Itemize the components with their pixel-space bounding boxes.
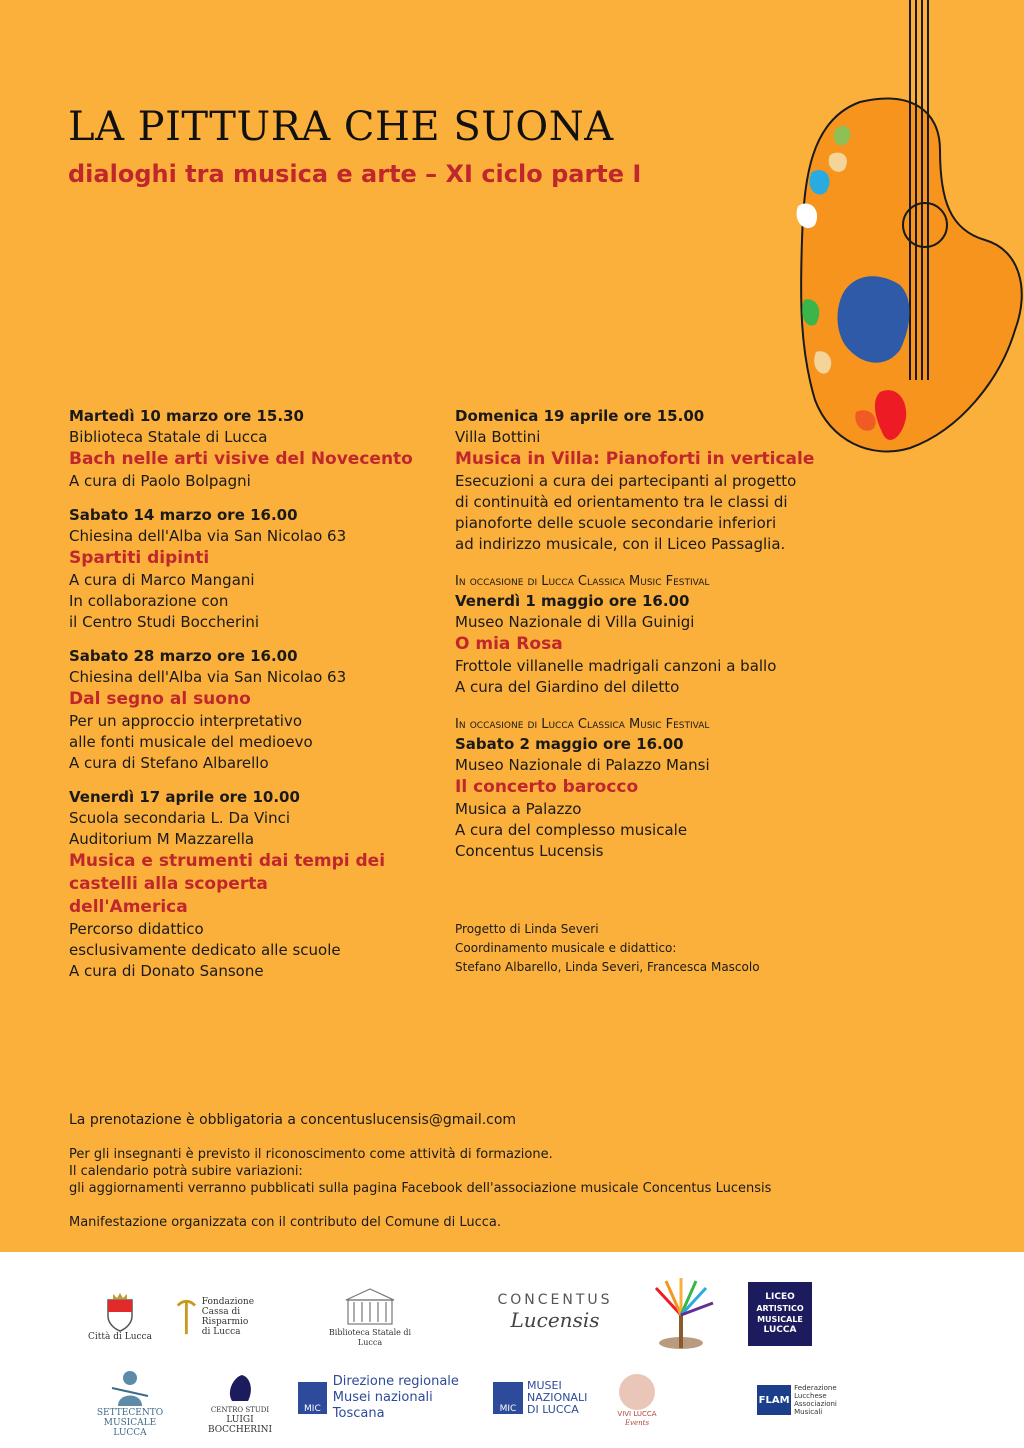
logo-text: Città di Lucca: [88, 1332, 152, 1342]
event-detail: A cura del complesso musicale: [455, 821, 688, 839]
events-right-column: [455, 406, 825, 875]
event-detail: il Centro Studi Boccherini: [69, 613, 260, 631]
event-detail: Frottole villanelle madrigali canzoni a ballo: [455, 657, 777, 675]
event-title: Bach nelle arti visive del Novecento: [69, 449, 413, 469]
sponsor-logos: [0, 1252, 1024, 1448]
tree-logo: [638, 1270, 724, 1356]
event-date: Sabato 28 marzo ore 16.00: [69, 647, 298, 665]
event-title: Dal segno al suono: [69, 689, 251, 709]
violinist-icon: [108, 1368, 152, 1408]
logo-text: LUCCA: [763, 1325, 797, 1335]
event-detail: Per un approccio interpretativo: [69, 712, 303, 730]
logo-text: Fondazione: [201, 1297, 255, 1307]
logo-text: Lucensis: [510, 1308, 600, 1332]
event-item: [455, 573, 825, 698]
logo-text: VIVI LUCCA: [617, 1410, 657, 1418]
event-item: [455, 406, 825, 555]
event-place: Chiesina dell'Alba via San Nicolao 63: [69, 527, 347, 545]
centro-studi-logo: [200, 1364, 280, 1442]
event-detail: A cura di Donato Sansone: [69, 962, 264, 980]
event-item: [69, 787, 439, 982]
logo-text: LUIGI: [226, 1415, 254, 1425]
event-title: Musica in Villa: Pianoforti in verticale: [455, 449, 815, 469]
event-place: Museo Nazionale di Villa Guinigi: [455, 613, 695, 631]
concentus-logo: [495, 1282, 615, 1342]
updates-note: gli aggiornamenti verranno pubblicati sulla pagina Facebook dell'associazione musicale Concentus Lucensis: [69, 1181, 772, 1196]
logo-text: Direzione regionale: [332, 1374, 459, 1389]
footer-notes: [69, 1112, 969, 1231]
booking-note: La prenotazione è obbligatoria a concentuslucensis@gmail.com: [69, 1112, 517, 1128]
event-title: Il concerto barocco: [455, 777, 639, 797]
logo-text: FLAM: [757, 1385, 791, 1415]
crest-icon: [105, 1292, 135, 1332]
logo-text: Musei nazionali Toscana: [332, 1390, 433, 1421]
event-date: Domenica 19 aprile ore 15.00: [455, 407, 705, 425]
event-date: Venerdì 1 maggio ore 16.00: [455, 592, 690, 610]
logo-text: Cassa di Risparmio: [201, 1307, 249, 1327]
event-item: [69, 505, 439, 633]
logo-text: LUCCA: [113, 1428, 147, 1438]
cross-icon: [175, 1295, 198, 1339]
event-item: [69, 646, 439, 774]
colorful-tree-icon: [641, 1273, 721, 1353]
event-place: Chiesina dell'Alba via San Nicolao 63: [69, 668, 347, 686]
logo-text: di Lucca: [201, 1327, 241, 1337]
vivilucca-logo: [612, 1366, 662, 1436]
logo-text: Lucchese: [794, 1392, 827, 1400]
logo-text: CENTRO STUDI: [210, 1406, 270, 1414]
logo-text: NAZIONALI: [527, 1391, 588, 1404]
event-detail: alle fonti musicale del medioevo: [69, 733, 313, 751]
fondazione-logo: [175, 1282, 285, 1352]
logo-text: Events: [624, 1419, 650, 1427]
credit-line: Coordinamento musicale e didattico:: [455, 941, 677, 955]
logo-text: Musicali: [794, 1408, 823, 1416]
logo-text: SETTECENTO: [96, 1408, 164, 1418]
logo-text: CONCENTUS: [497, 1292, 613, 1308]
event-place: Biblioteca Statale di Lucca: [69, 428, 268, 446]
event-date: Sabato 14 marzo ore 16.00: [69, 506, 298, 524]
event-detail: esclusivamente dedicato alle scuole: [69, 941, 341, 959]
event-place: Auditorium M Mazzarella: [69, 830, 255, 848]
event-place: Villa Bottini: [455, 428, 541, 446]
event-detail: A cura di Paolo Bolpagni: [69, 472, 251, 490]
event-detail: Musica a Palazzo: [455, 800, 582, 818]
event-title: O mia Rosa: [455, 634, 563, 654]
biblioteca-logo: [320, 1282, 420, 1352]
project-credits: [455, 920, 760, 977]
mic-icon: MIC: [298, 1382, 327, 1414]
logo-text: BOCCHERINI: [207, 1425, 273, 1435]
event-detail: pianoforte delle scuole secondarie inferiori: [455, 514, 777, 532]
event-occasion: In occasione di Lucca Classica Music Festival: [455, 717, 710, 732]
event-date: Venerdì 17 aprile ore 10.00: [69, 788, 300, 806]
event-place: Scuola secondaria L. Da Vinci: [69, 809, 290, 827]
event-detail: ad indirizzo musicale, con il Liceo Passaglia.: [455, 535, 786, 553]
teachers-note: Per gli insegnanti è previsto il riconoscimento come attività di formazione.: [69, 1147, 553, 1162]
page-title: LA PITTURA CHE SUONA: [68, 104, 614, 150]
direzione-regionale-logo: [298, 1374, 473, 1421]
event-item: [69, 406, 439, 492]
event-detail: In collaborazione con: [69, 592, 229, 610]
credit-line: Progetto di Linda Severi: [455, 922, 599, 936]
event-detail: A cura del Giardino del diletto: [455, 678, 680, 696]
logo-text: ARTISTICO: [756, 1304, 804, 1313]
logo-text: Associazioni: [794, 1400, 837, 1408]
logo-text: MUSEI: [527, 1379, 562, 1392]
palette-shape: [801, 99, 1022, 452]
mic-icon: MIC: [493, 1382, 523, 1414]
event-date: Martedì 10 marzo ore 15.30: [69, 407, 304, 425]
guitar-palette-illustration: [790, 0, 1024, 460]
logo-text: DI LUCCA: [527, 1403, 579, 1416]
settecento-logo: [90, 1364, 170, 1442]
logo-text: Federazione: [794, 1384, 837, 1392]
event-detail: Percorso didattico: [69, 920, 204, 938]
event-title: Spartiti dipinti: [69, 548, 210, 568]
event-detail: Esecuzioni a cura dei partecipanti al progetto: [455, 472, 797, 490]
organized-note: Manifestazione organizzata con il contributo del Comune di Lucca.: [69, 1215, 501, 1230]
flam-logo: [752, 1370, 842, 1430]
event-detail: Concentus Lucensis: [455, 842, 604, 860]
library-building-icon: [342, 1286, 398, 1328]
logo-text: LICEO: [765, 1292, 795, 1302]
logo-text: MUSICALE: [103, 1418, 157, 1428]
event-item: [455, 716, 825, 862]
event-detail: A cura di Marco Mangani: [69, 571, 255, 589]
event-title: Musica e strumenti dai tempi dei castelli alla scoperta dell'America: [69, 851, 386, 917]
event-place: Museo Nazionale di Palazzo Mansi: [455, 756, 710, 774]
events-left-column: [69, 406, 439, 995]
page-subtitle: dialoghi tra musica e arte – XI ciclo parte I: [68, 160, 642, 188]
musei-nazionali-logo: [493, 1376, 593, 1420]
credit-line: Stefano Albarello, Linda Severi, Francesca Mascolo: [455, 960, 760, 974]
calendar-note: Il calendario potrà subire variazioni:: [69, 1164, 303, 1179]
logo-text: MUSICALE: [757, 1315, 803, 1324]
event-date: Sabato 2 maggio ore 16.00: [455, 735, 684, 753]
citta-di-lucca-logo: [80, 1282, 160, 1352]
event-detail: di continuità ed orientamento tra le classi di: [455, 493, 788, 511]
arch-icon: [619, 1374, 655, 1410]
event-detail: A cura di Stefano Albarello: [69, 754, 269, 772]
cello-icon: [222, 1371, 258, 1405]
liceo-logo: [748, 1282, 812, 1346]
logo-text: Biblioteca Statale di Lucca: [328, 1328, 412, 1347]
event-occasion: In occasione di Lucca Classica Music Festival: [455, 574, 710, 589]
